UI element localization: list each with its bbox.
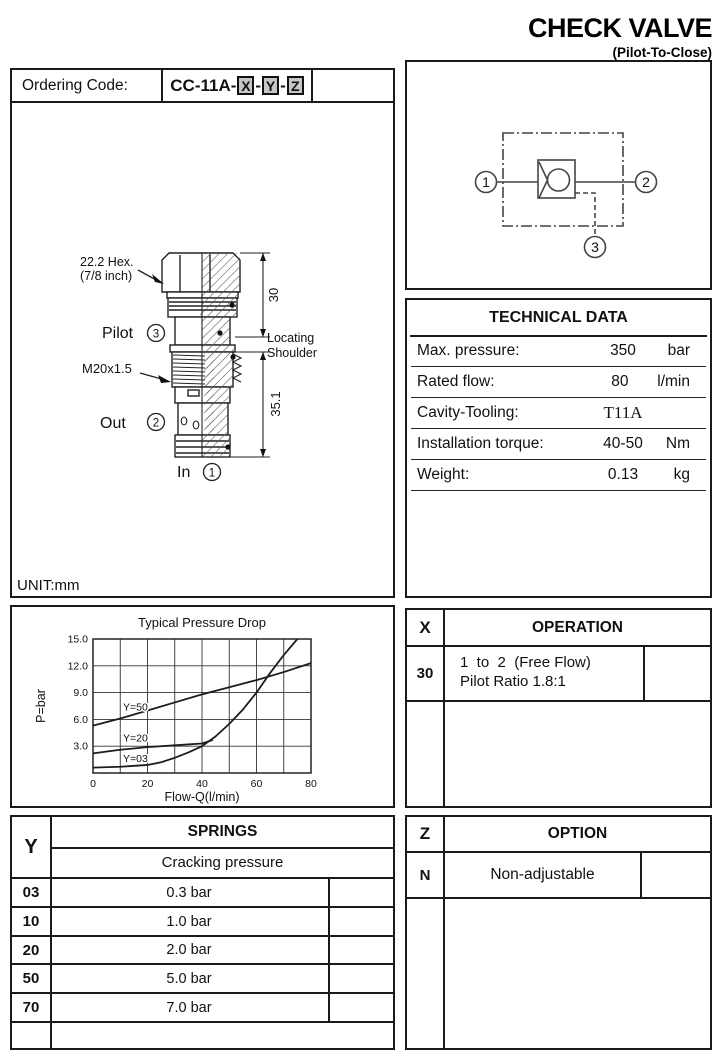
ordering-placeholder-y: Y <box>262 76 279 95</box>
table-row <box>411 398 706 429</box>
spring-row-value: 0.3 bar <box>166 884 212 901</box>
ordering-code-prefix: CC-11A- <box>170 75 237 95</box>
page-title: CHECK VALVE <box>527 13 712 43</box>
schematic-panel <box>405 60 712 290</box>
check-valve-schematic <box>407 62 710 288</box>
spring-row-value: 2.0 bar <box>166 942 212 958</box>
tech-value: 0.13 <box>607 466 639 483</box>
thread-label: M20x1.5 <box>82 361 132 376</box>
operation-panel <box>405 608 712 808</box>
tech-unit: kg <box>673 466 690 483</box>
spring-row-code: 50 <box>22 970 40 987</box>
option-title: OPTION <box>547 825 608 842</box>
series-label: Y=03 <box>122 752 148 765</box>
ordering-code-label: Ordering Code: <box>12 70 163 101</box>
schematic-port-2-number: 2 <box>642 174 650 190</box>
springs-panel <box>10 815 395 1050</box>
in-port-number: 1 <box>208 467 216 480</box>
dash: - <box>255 75 262 95</box>
operation-title: OPERATION <box>532 618 623 636</box>
tech-label: Max. pressure: <box>417 342 520 359</box>
in-label: In <box>177 464 191 481</box>
spring-row-value: 1.0 bar <box>166 913 212 930</box>
spring-row-code: 70 <box>22 999 40 1016</box>
technical-data-title: TECHNICAL DATA <box>489 308 628 326</box>
title-block <box>528 13 712 60</box>
table-row <box>411 460 706 491</box>
technical-data-panel <box>405 298 712 598</box>
y-tick-label: 3.0 <box>73 740 88 753</box>
springs-col-letter: Y <box>24 835 38 858</box>
option-row-code: N <box>419 866 431 884</box>
series-label: Y=50 <box>122 701 148 714</box>
operation-line-2: Pilot Ratio 1.8:1 <box>460 672 566 690</box>
locating-shoulder-label-2: Shoulder <box>267 346 318 360</box>
locating-shoulder-label: Locating <box>267 331 315 345</box>
tech-unit: l/min <box>657 373 690 390</box>
tech-value: T11A <box>603 403 643 422</box>
schematic-port-3-number: 3 <box>591 239 599 255</box>
x-tick-label: 40 <box>196 778 208 790</box>
tech-value: 40-50 <box>603 435 643 452</box>
x-axis-label: Flow-Q(l/min) <box>164 790 240 804</box>
operation-line-1: 1 to 2 (Free Flow) <box>460 654 591 671</box>
option-panel <box>405 815 712 1050</box>
y-axis-label: P=bar <box>34 689 48 723</box>
technical-data-table <box>411 336 706 491</box>
operation-col-letter: X <box>419 617 431 637</box>
series-label: Y=20 <box>122 732 148 745</box>
valve-cross-section-drawing <box>12 70 393 596</box>
tech-unit: Nm <box>665 435 690 452</box>
dim-35-label: 35.1 <box>268 391 283 417</box>
schematic-port-1-number: 1 <box>482 174 490 190</box>
springs-title: SPRINGS <box>187 823 258 840</box>
spring-row-value: 5.0 bar <box>166 970 212 987</box>
table-row <box>411 367 706 398</box>
out-label: Out <box>100 415 126 432</box>
ordering-code-spare-cell <box>313 70 393 101</box>
ordering-code-row <box>12 70 393 103</box>
tech-label: Rated flow: <box>417 373 495 390</box>
out-port-number: 2 <box>152 417 160 430</box>
spring-row-value: 7.0 bar <box>166 999 212 1016</box>
ordering-placeholder-x: X <box>237 76 254 95</box>
ordering-code-value <box>163 70 313 101</box>
tech-label: Cavity-Tooling: <box>417 404 519 421</box>
operation-row-description <box>460 654 645 692</box>
y-tick-label: 9.0 <box>73 687 88 700</box>
option-col-letter: Z <box>419 824 431 843</box>
pilot-port-number: 3 <box>152 328 160 341</box>
x-tick-label: 60 <box>250 778 263 790</box>
tech-label: Installation torque: <box>417 435 544 452</box>
y-tick-label: 12.0 <box>67 660 88 673</box>
tech-label: Weight: <box>417 466 470 483</box>
table-row <box>411 336 706 367</box>
x-tick-label: 0 <box>90 778 96 790</box>
pressure-drop-chart <box>12 607 393 806</box>
option-row-value: Non-adjustable <box>490 866 595 883</box>
y-tick-label: 15.0 <box>67 633 88 646</box>
x-tick-label: 20 <box>141 778 154 790</box>
dim-30-label: 30 <box>266 287 281 303</box>
ordering-drawing-panel <box>10 68 395 598</box>
spring-row-code: 10 <box>22 913 40 930</box>
spring-row-code: 03 <box>22 884 40 901</box>
operation-row-code: 30 <box>416 665 434 682</box>
dash: - <box>280 75 286 95</box>
springs-subtitle: Cracking pressure <box>161 854 284 871</box>
hex-size-label: 22.2 Hex. <box>80 255 134 269</box>
tech-unit: bar <box>667 342 690 359</box>
tech-value: 80 <box>611 373 629 390</box>
hex-size-label-2: (7/8 inch) <box>80 269 133 283</box>
pilot-label: Pilot <box>102 325 134 342</box>
unit-note: UNIT:mm <box>17 577 80 594</box>
pressure-drop-chart-panel <box>10 605 395 808</box>
tech-value: 350 <box>610 342 636 359</box>
chart-title: Typical Pressure Drop <box>138 615 266 630</box>
page-subtitle: (Pilot-To-Close) <box>612 45 712 60</box>
x-tick-label: 80 <box>305 778 317 790</box>
y-tick-label: 6.0 <box>73 713 88 726</box>
table-row <box>411 429 706 460</box>
spring-row-code: 20 <box>22 941 40 959</box>
ordering-placeholder-z: Z <box>287 76 304 95</box>
